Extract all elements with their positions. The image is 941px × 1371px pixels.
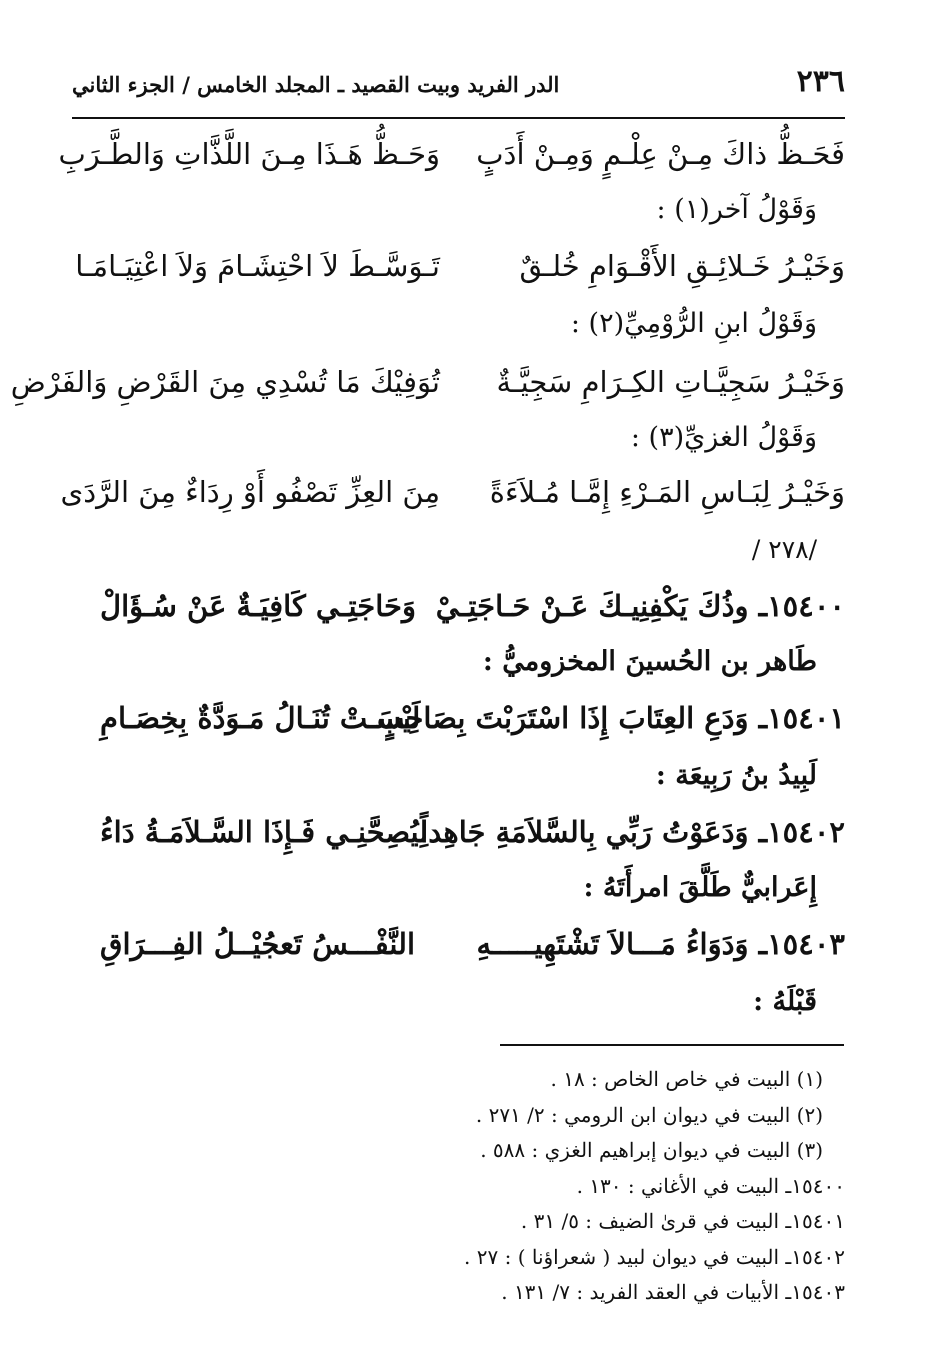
verse-first-hemistich: وَخَيْـرُ خَـلائِـقِ الأَقْـوَامِ خُلـقٌ: [519, 249, 845, 283]
page-number: ٢٣٦: [796, 64, 845, 99]
verse-intro: وَقَوْلُ الغزيِّ(٣) :: [630, 422, 817, 453]
original-page-reference: /٢٧٨ /: [751, 535, 817, 564]
footnotes: [430, 1062, 845, 1311]
footnote: ١٥٤٠٣ـ الأبيات في العقد الفريد : ٧/ ١٣١ .: [501, 1280, 845, 1304]
verse-second-hemistich: لَيْسَـتْ تُنَـالُ مَـوَدَّةٌ بِخِصَـامِ: [100, 701, 421, 735]
verse-first-hemistich: ١٥٤٠٠ـ وذُكَ يَكْفِنِيـكَ عَـنْ حَـاجَتِـيْ: [435, 589, 845, 623]
verse-second-hemistich: وَحَاجَتِـي كَافِيَـةٌ عَنْ سُـؤَالْ: [100, 589, 416, 623]
verse-line-15402: [100, 806, 845, 858]
verse-first-hemistich: ١٥٤٠٢ـ وَدَعَوْتُ رَبِّي بِالسَّلاَمَةِ جَاهِداً: [420, 815, 845, 849]
verse-first-hemistich: فَحَـظُّ ذاكَ مِـنْ عِلْـمٍ وَمِـنْ أَدَبٍ: [476, 137, 845, 171]
verse-intro: إِعَرابيٌّ طَلَّقَ امرأَتَهُ :: [583, 872, 817, 903]
verse-line: [10, 356, 845, 408]
verse-line-15400: [100, 580, 845, 632]
footnote: (٣) البيت في ديوان إبراهيم الغزي : ٥٨٨ .: [480, 1138, 823, 1162]
verse-line: [60, 466, 845, 518]
verse-line-15401: [100, 692, 845, 744]
verse-intro: وَقَوْلُ ابنِ الرُّوْمِيِّ(٢) :: [570, 308, 817, 339]
verse-second-hemistich: لِيُصِحَّنِـي فَـإِذَا السَّـلاَمَـةُ دَاءُ: [100, 815, 429, 849]
verse-line-15403: [100, 918, 845, 970]
verse-second-hemistich: مِنَ العِزِّ تَصْفُو أَوْ رِدَاءٌ مِنَ الرَّدَى: [60, 475, 440, 509]
verse-first-hemistich: ١٥٤٠٣ـ وَدَوَاءُ مَـــالاَ تَشْتَهِيـــــهِ: [476, 927, 845, 961]
footnote: ١٥٤٠٢ـ البيت في ديوان لبيد ( شعراؤنا ) : ٢٧ .: [464, 1244, 845, 1269]
running-title: الدر الفريد وبيت القصيد ـ المجلد الخامس / الجزء الثاني: [72, 72, 560, 97]
footnote: ١٥٤٠١ـ البيت في قرىٰ الضيف : ٥/ ٣١ .: [520, 1209, 845, 1233]
verse-first-hemistich: وَخَيْـرُ سَجِيَّـاتِ الكِـرَامِ سَجِيَّـةٌ: [496, 365, 845, 399]
footnote: ١٥٤٠٠ـ البيت في الأغاني : ١٣٠ .: [576, 1173, 845, 1198]
verse-intro: وَقَوْلُ آخر(١) :: [656, 194, 817, 225]
verse-second-hemistich: النَّفْـــسُ تَعجُيْــلُ الفِـــرَاقِ: [100, 927, 416, 961]
verse-line: [58, 128, 845, 180]
verse-second-hemistich: تَـوَسَّـطَ لاَ احْتِشَـامَ وَلاَ اعْتِيَـامَـا: [75, 249, 440, 283]
verse-intro: قَبْلَهُ :: [753, 986, 817, 1017]
verse-second-hemistich: وَحَـظُّ هَـذَا مِـنَ اللَّذَّاتِ وَالطَّـرَبِ: [58, 137, 440, 171]
footnote-divider: [500, 1044, 844, 1046]
verse-second-hemistich: تُوَفِيْكَ مَا تُسْدِي مِنَ القَرْضِ وَالفَرْضِ: [10, 365, 440, 399]
verse-intro: طَاهر بن الحُسينَ المخزوميُّ :: [482, 646, 817, 677]
verse-first-hemistich: وَخَيْـرُ لِبَـاسِ المَـرْءِ إِمَّـا مُـلاَءَةً: [489, 475, 845, 509]
footnote: (١) البيت في خاص الخاص : ١٨ .: [550, 1067, 823, 1091]
verse-line: [75, 240, 845, 292]
footnote: (٢) البيت في ديوان ابن الرومي : ٢/ ٢٧١ .: [475, 1102, 823, 1127]
verse-intro: لَبِيدُ بنُ رَبِيعَة :: [655, 760, 817, 791]
verse-first-hemistich: ١٥٤٠١ـ وَدَعِ العِتَابَ إِذَا اسْتَرَبْتَ بِصَاحِبٍ: [376, 701, 845, 735]
